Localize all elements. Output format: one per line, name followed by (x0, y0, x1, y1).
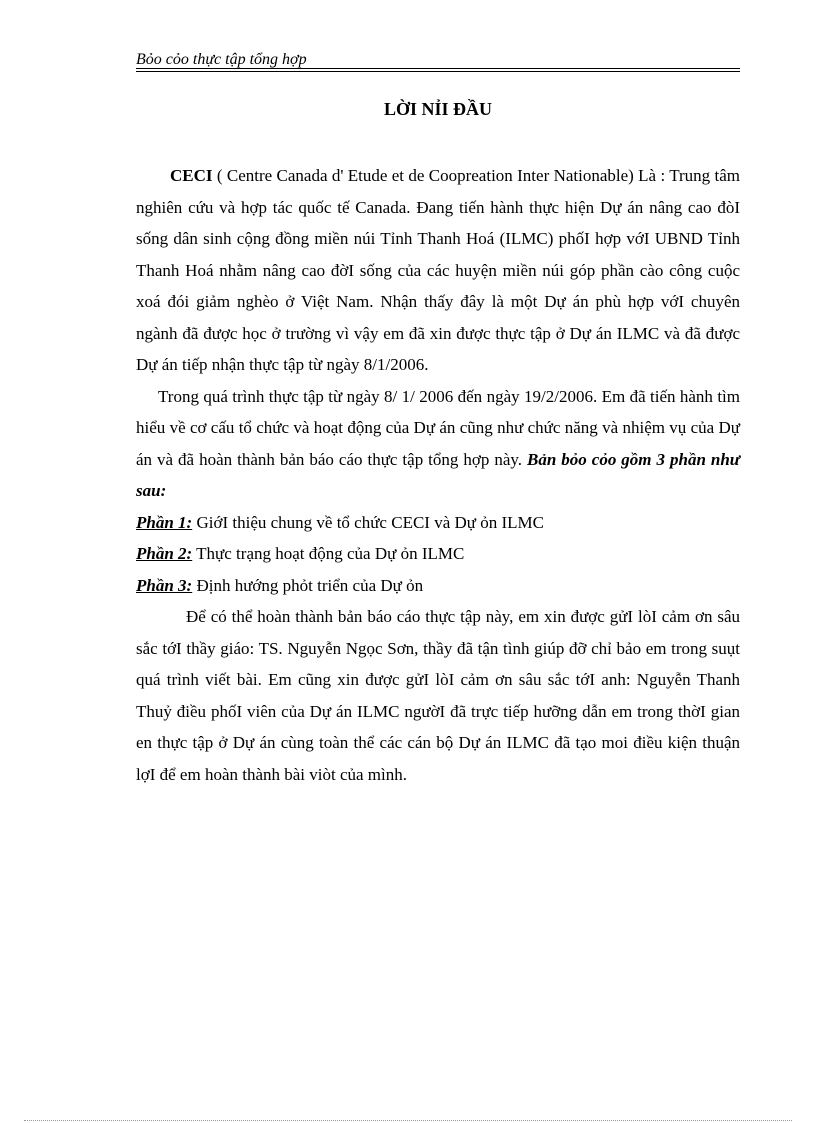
running-header: Bỏo cỏo thực tập tổng hợp (136, 51, 307, 68)
part-2-label: Phần 2: (136, 544, 193, 563)
part-3-label: Phần 3: (136, 575, 193, 595)
part-2-title: Thực trạng hoạt động của Dự ỏn ILMC (192, 544, 465, 563)
header-rule-top (136, 68, 740, 69)
part-1-label: Phần 1: (136, 512, 193, 532)
intro-text: ( Centre Canada d' Etude et de Coopreation Inter Nationable) Là : Trung tâm nghiên cứu và hợp tác quốc tế Canada. Đang tiến hành thực hiện Dự án nâng cao đòI sống dân sinh cộng đồng miền núi Tỉnh Thanh Hoá (ILMC) phốI hợp vớI UBND Tỉnh Thanh Hoá nhằm nâng cao đờI sống của các huyện miền núi góp phần cào công cuộc xoá đói giảm nghèo ở Việt Nam. Nhận thấy đây là một Dự án phù hợp vớI chuyên ngành đã được học ở trường vì vậy em đã xin được thực tập ở Dự án ILMC và đã được Dự án tiếp nhận thực tập từ ngày 8/1/2006. (136, 166, 740, 374)
page-title: LỜI NỈI ĐẦU (383, 99, 493, 119)
part-2-line (136, 538, 740, 570)
part-3-title: Định hướng phỏt triển của Dự ỏn (192, 575, 424, 595)
intro-paragraph (136, 160, 740, 381)
part-3-line (136, 570, 740, 602)
structure-intro: Bản bỏo cỏo gồm 3 phần như sau: (136, 449, 740, 500)
intro-lead: CECI (170, 166, 213, 185)
document-body (136, 160, 740, 790)
internship-paragraph (136, 381, 740, 507)
acknowledgement-paragraph: Để có thể hoàn thành bản báo cáo thực tập này, em xin được gửI lòI cảm ơn sâu sắc tớI thầy giáo: TS. Nguyễn Ngọc Sơn, thầy đã tận tình giúp đỡ chỉ bảo em trong suụt quá trình viết bài. Em cũng xin được gửI lòI cảm ơn sâu sắc tớI anh: Nguyễn Thanh Thuỷ điều phốI viên của Dự án ILMC ngườI đã trực tiếp hưỡng dẫn em trong thờI gian en thực tập ở Dự án cùng toàn thể các cán bộ Dự án ILMC đã tạo moi điều kiện thuận lợI để em hoàn thành bài viòt của mình. (136, 607, 740, 784)
header-rule-bottom (136, 71, 740, 72)
internship-text: Trong quá trình thực tập từ ngày 8/ 1/ 2006 đến ngày 19/2/2006. Em đã tiến hành tìm hiểu về cơ cấu tổ chức và hoạt động của Dự án cũng như chức năng và nhiệm vụ của Dự án và đã hoàn thành bản báo cáo thực tập tổng hợp này. (136, 386, 740, 469)
part-1-title: GiớI thiệu chung về tổ chức CECI và Dự ỏn ILMC (192, 512, 544, 532)
part-1-line (136, 507, 740, 539)
page-bottom-border (24, 1120, 792, 1121)
